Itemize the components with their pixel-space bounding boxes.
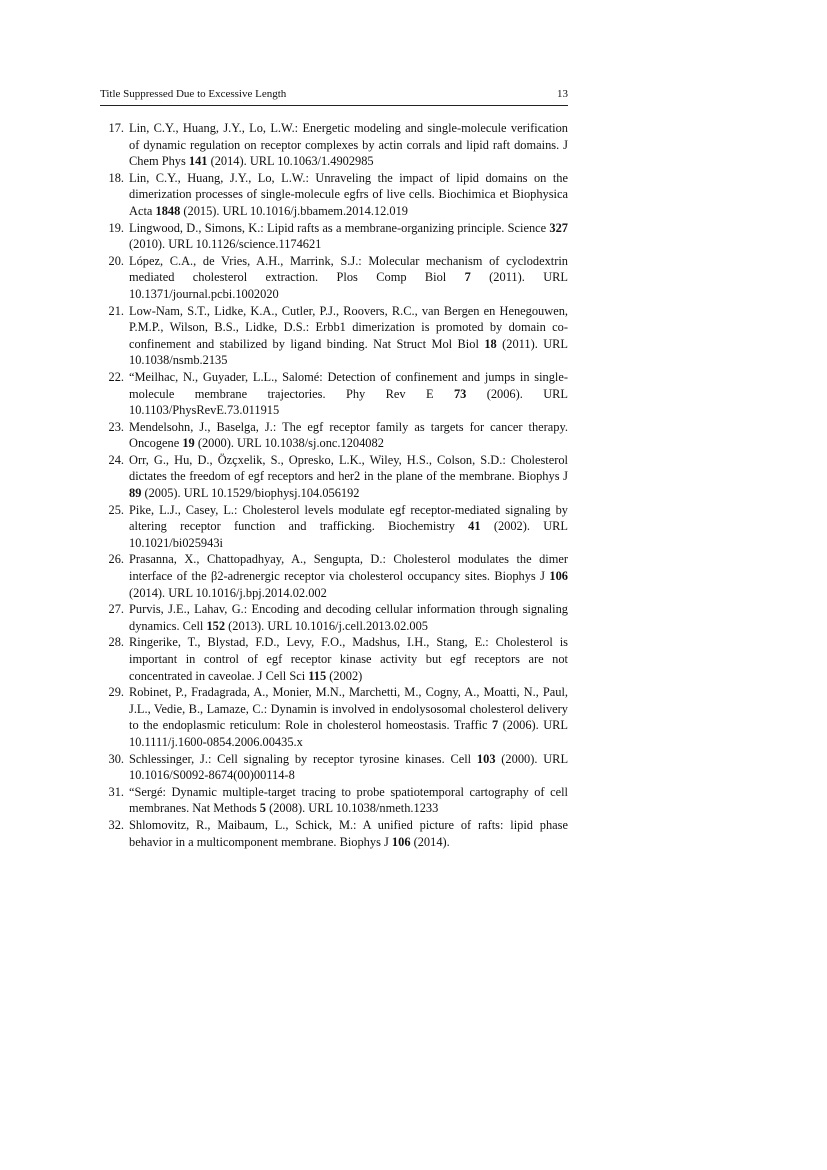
reference-number: 29. bbox=[108, 685, 124, 700]
reference-text: Pike, L.J., Casey, L.: Cholesterol levels modulate egf receptor-mediated signaling by altering receptor function and trafficking. Biochemistry 41 (2002). URL 10.1021/bi025943i bbox=[129, 502, 568, 550]
reference-number: 21. bbox=[108, 303, 124, 318]
reference-text: Shlomovitz, R., Maibaum, L., Schick, M.: A unified picture of rafts: lipid phase behavior in a multicomponent membrane. Biophys J 106 (2014). bbox=[129, 817, 568, 849]
reference-item bbox=[100, 253, 568, 303]
reference-item bbox=[100, 419, 568, 452]
reference-number: 18. bbox=[108, 170, 124, 185]
running-header bbox=[100, 88, 568, 106]
reference-text: Lin, C.Y., Huang, J.Y., Lo, L.W.: Energetic modeling and single-molecule verification of dynamic regulation on receptor complexes by actin corrals and lipid raft domains. J Chem Phys 141 (2014). URL 10.1063/1.4902985 bbox=[129, 121, 568, 169]
reference-number: 32. bbox=[108, 817, 124, 832]
reference-volume: 7 bbox=[491, 718, 499, 733]
running-title: Title Suppressed Due to Excessive Length bbox=[100, 88, 287, 100]
reference-item bbox=[100, 551, 568, 601]
reference-number: 20. bbox=[108, 253, 124, 268]
reference-item bbox=[100, 751, 568, 784]
reference-text: López, C.A., de Vries, A.H., Marrink, S.J.: Molecular mechanism of cyclodextrin mediated cholesterol extraction. Plos Comp Biol 7 (2011). URL 10.1371/journal.pcbi.1002020 bbox=[129, 253, 568, 301]
reference-item bbox=[100, 369, 568, 419]
reference-volume: 103 bbox=[476, 751, 496, 766]
reference-number: 28. bbox=[108, 635, 124, 650]
reference-text: Orr, G., Hu, D., Özçxelik, S., Opresko, L.K., Wiley, H.S., Colson, S.D.: Cholesterol dictates the freedom of egf receptors and her2 in the plane of the membrane. Biophys J 89 (2005). URL 10.1529/biophysj.104.056192 bbox=[129, 452, 568, 501]
reference-list bbox=[100, 120, 568, 850]
reference-item bbox=[100, 502, 568, 552]
reference-text: Low-Nam, S.T., Lidke, K.A., Cutler, P.J., Roovers, R.C., van Bergen en Henegouwen, P.M.P., Wilson, B.S., Lidke, D.S.: Erbb1 dimerization is promoted by domain co-confinement and stabilized by ligand binding. Nat Struct Mol Biol 18 (2011). URL 10.1038/nsmb.2135 bbox=[129, 303, 568, 368]
reference-volume: 152 bbox=[206, 618, 226, 633]
reference-volume: 141 bbox=[188, 154, 208, 169]
reference-item bbox=[100, 817, 568, 850]
reference-number: 23. bbox=[108, 419, 124, 434]
reference-number: 24. bbox=[108, 452, 124, 467]
reference-number: 30. bbox=[108, 751, 124, 766]
reference-item bbox=[100, 170, 568, 220]
reference-number: 25. bbox=[108, 502, 124, 517]
reference-volume: 5 bbox=[259, 801, 266, 816]
reference-volume: 7 bbox=[464, 270, 471, 285]
reference-item bbox=[100, 120, 568, 170]
reference-text: Lingwood, D., Simons, K.: Lipid rafts as a membrane-organizing principle. Science 327 (2010). URL 10.1126/science.1174621 bbox=[129, 220, 568, 252]
reference-text: Robinet, P., Fradagrada, A., Monier, M.N., Marchetti, M., Cogny, A., Moatti, N., Paul, J.L., Vedie, B., Lamaze, C.: Dynamin is involved in endolysosomal cholesterol delivery to the endoplasmic reticulum: Role in cholesterol homeostasis. Traffic 7 (2006). URL 10.1111/j.1600-0854.2006.00435.x bbox=[129, 685, 569, 749]
reference-text: “Meilhac, N., Guyader, L.L., Salomé: Detection of confinement and jumps in single-molecule membrane trajectories. Phy Rev E 73 (2006). URL 10.1103/PhysRevE.73.011915 bbox=[129, 369, 568, 418]
reference-volume: 73 bbox=[453, 386, 467, 401]
reference-item bbox=[100, 601, 568, 634]
reference-item bbox=[100, 784, 568, 817]
reference-volume: 1848 bbox=[155, 203, 181, 218]
reference-item bbox=[100, 452, 568, 502]
reference-number: 17. bbox=[108, 121, 124, 135]
reference-volume: 41 bbox=[468, 519, 481, 534]
reference-volume: 106 bbox=[549, 569, 568, 584]
reference-text: Schlessinger, J.: Cell signaling by receptor tyrosine kinases. Cell 103 (2000). URL 10.1016/S0092-8674(00)00114-8 bbox=[129, 751, 569, 783]
reference-number: 27. bbox=[108, 602, 124, 617]
reference-item bbox=[100, 684, 568, 750]
reference-number: 22. bbox=[108, 369, 124, 384]
reference-number: 31. bbox=[108, 784, 124, 799]
reference-item bbox=[100, 303, 568, 369]
reference-text: Prasanna, X., Chattopadhyay, A., Sengupta, D.: Cholesterol modulates the dimer interface of the β2-adrenergic receptor via cholesterol occupancy sites. Biophys J 106 (2014). URL 10.1016/j.bpj.2014.02.002 bbox=[129, 552, 568, 600]
reference-text: Mendelsohn, J., Baselga, J.: The egf receptor family as targets for cancer therapy. Oncogene 19 (2000). URL 10.1038/sj.onc.1204082 bbox=[129, 419, 568, 451]
page-number: 13 bbox=[557, 88, 568, 100]
reference-text: Ringerike, T., Blystad, F.D., Levy, F.O., Madshus, I.H., Stang, E.: Cholesterol is important in control of egf receptor kinase activity but egf receptors are not concentrated in caveolae. J Cell Sci 115 (2002) bbox=[129, 635, 568, 683]
reference-number: 19. bbox=[108, 220, 124, 235]
reference-volume: 18 bbox=[484, 336, 497, 351]
reference-text: Lin, C.Y., Huang, J.Y., Lo, L.W.: Unraveling the impact of lipid domains on the dimerization processes of single-molecule egfrs of live cells. Biochimica et Biophysica Acta 1848 (2015). URL 10.1016/j.bbamem.2014.12.019 bbox=[129, 170, 568, 218]
reference-item bbox=[100, 634, 568, 684]
reference-volume: 115 bbox=[308, 668, 327, 683]
reference-text: “Sergé: Dynamic multiple-target tracing to probe spatiotemporal cartography of cell membranes. Nat Methods 5 (2008). URL 10.1038/nmeth.1233 bbox=[129, 784, 568, 816]
reference-item bbox=[100, 220, 568, 253]
reference-volume: 106 bbox=[391, 834, 411, 849]
reference-volume: 327 bbox=[549, 220, 568, 235]
reference-volume: 89 bbox=[129, 486, 142, 501]
reference-volume: 19 bbox=[182, 436, 195, 451]
page bbox=[100, 88, 568, 850]
reference-text: Purvis, J.E., Lahav, G.: Encoding and decoding cellular information through signaling dynamics. Cell 152 (2013). URL 10.1016/j.cell.2013.02.005 bbox=[129, 602, 568, 633]
reference-number: 26. bbox=[108, 552, 124, 567]
